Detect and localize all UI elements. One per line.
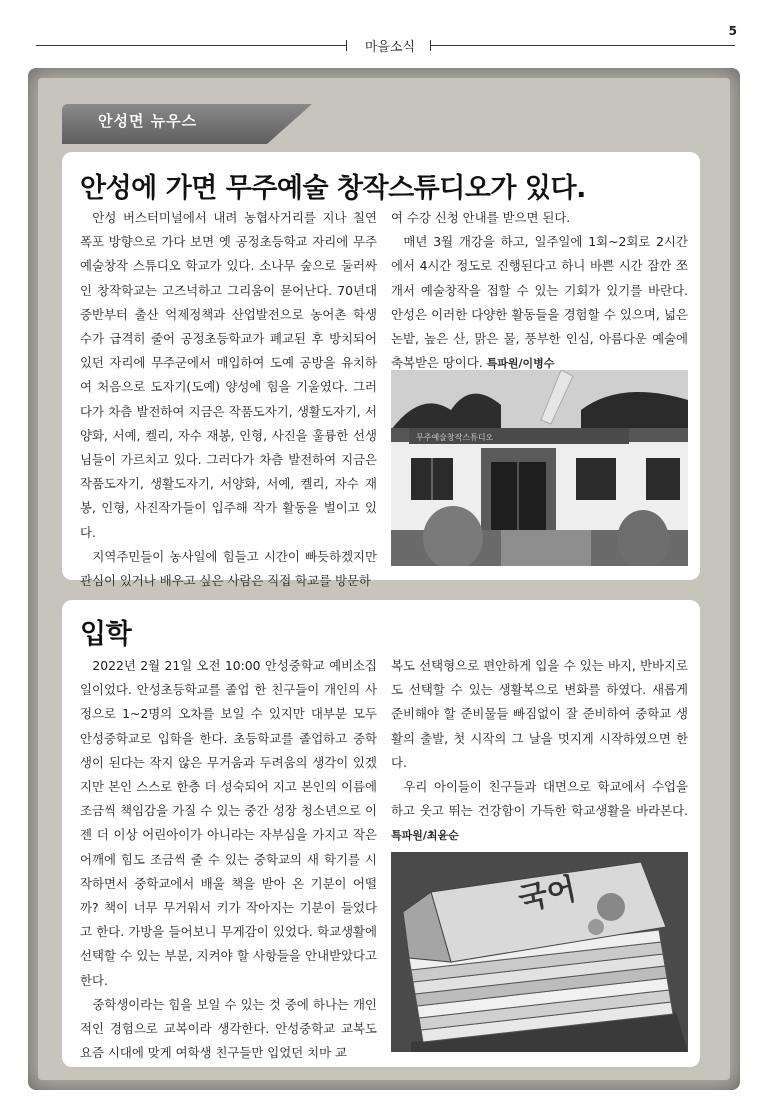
paragraph: 우리 아이들이 친구들과 대면으로 학교에서 수업을 하고 웃고 뛰는 건강함이 가득한 학교생활을 바라본다. 특파원/최윤순	[391, 779, 688, 843]
paragraph: 중학생이라는 힘을 보일 수 있는 것 중에 하나는 개인적인 경험으로 교복이라 생각한다. 안성중학교 교복도 요즘 시대에 맞게 여학생 친구들만 입었던 치마 교	[80, 996, 377, 1061]
paragraph: 2022년 2월 21일 오전 10:00 안성중학교 예비소집일이었다. 안성초등학교를 졸업 한 친구들이 개인의 사정으로 1~2명의 오차를 보일 수 있지만 대부분 모두 안성중학교로 입학을 한다. 초등학교를 졸업하고 중학생이 된다는 작지 않은 무거움과 두려움의 생각이 있겠지만 본인 스스로 한층 더 성숙되어 지고 본인의 이름에 조금씩 책임감을 가질 수 있는 중간 성장 청소년으로 이젠 더 이상 어린아이가 아니라는 자부심을 가지고 작은 어깨에 힘도 조금씩 줄 수 있는 중학교의 새 학기를 시작하면서 중학교에서 배울 책을 받아 온 기분이 어떨까? 책이 너무 무거워서 키가 작아지는 기분이 들었다고 한다. 가방을 들어보니 무게감이 있었다. 학교생활에 선택할 수 있는 부분, 지켜야 할 사항들을 안내받았다고 한다.	[80, 658, 377, 988]
studio-building-image	[391, 370, 688, 566]
paragraph: 지역주민들이 농사일에 힘들고 시간이 빠듯하겠지만 관심이 있거나 배우고 싶은 사람은 직접 학교를 방문하	[80, 548, 377, 589]
section-tab-label: 안성면 뉴우스	[98, 112, 198, 130]
building-sign: 무주예술창작스튜디오	[416, 433, 494, 442]
studio-photo	[391, 370, 688, 566]
book-cover-title: 국어	[515, 871, 580, 918]
byline: 특파원/최윤순	[391, 829, 459, 843]
header-title: 마을소식	[364, 40, 416, 55]
paragraph: 매년 3월 개강을 하고, 일주일에 1회~2회로 2시간에서 4시간 정도로 진행된다고 하니 바쁜 시간 잠깐 쪼개서 예술창작을 접할 수 있는 기회가 있기를 바란다. 안성은 이러한 다양한 활동들을 경험할 수 있으며, 넓은 논밭, 높은 산, 맑은 물, 풍부한 인심, 아름다운 예술에 축복받은 땅이다. 특파원/이병수	[391, 234, 688, 371]
byline: 특파원/이병수	[486, 357, 555, 371]
article-headline-studio: 안성에 가면 무주예술 창작스튜디오가 있다.	[80, 173, 586, 204]
paragraph: 복도 선택형으로 편안하게 입을 수 있는 바지, 반바지로도 선택할 수 있는 생활복으로 변화를 하였다. 새롭게 준비해야 할 준비물들 빠짐없이 잘 준비하여 중학교 생활의 출발, 첫 시작의 그 날을 멋지게 시작하였으면 한다.	[391, 658, 688, 770]
paragraph: 안성 버스터미널에서 내려 농협사거리를 지나 칠연 폭포 방향으로 가다 보면 옛 공정초등학교 자리에 무주 예술창작 스튜디오 학교가 있다. 소나무 숲으로 둘러싸인 창작학교는 고즈넉하고 그리움이 묻어난다. 70년대 중반부터 출산 억제정책과 산업발전으로 농어촌 학생 수가 급격히 줄어 공정초등학교가 폐교된 후 방치되어 있던 자리에 무주군에서 매입하여 도예 공방을 유치하여 처음으로 도자기(도예) 양성에 힘을 기울였다. 그러다가 차츰 발전하여 지금은 작품도자기, 생활도자기, 서양화, 서예, 켈리, 자수 재봉, 인형, 사진을 훌륭한 선생님들이 가르치고 있다. 그러다가 차츰 발전하여 지금은 작품도자기, 생활도자기, 서양화, 서예, 켈리, 자수 재봉, 인형, 사진작가들이 입주해 작가 활동을 벌이고 있다.	[80, 210, 377, 540]
page-number: 5	[728, 24, 737, 38]
header-tick-left	[346, 40, 347, 51]
article-headline-admission: 입학	[80, 619, 132, 650]
textbooks-image	[391, 852, 688, 1052]
article-admission-left-column	[80, 654, 377, 1065]
header-rule-right	[430, 45, 735, 46]
article-studio-left-column	[80, 206, 377, 593]
article-studio-right-column	[391, 206, 688, 376]
textbooks-photo	[391, 852, 688, 1052]
paragraph: 여 수강 신청 안내를 받으면 된다.	[391, 210, 571, 225]
header-rule-left	[36, 45, 346, 46]
article-admission-right-column	[391, 654, 688, 849]
